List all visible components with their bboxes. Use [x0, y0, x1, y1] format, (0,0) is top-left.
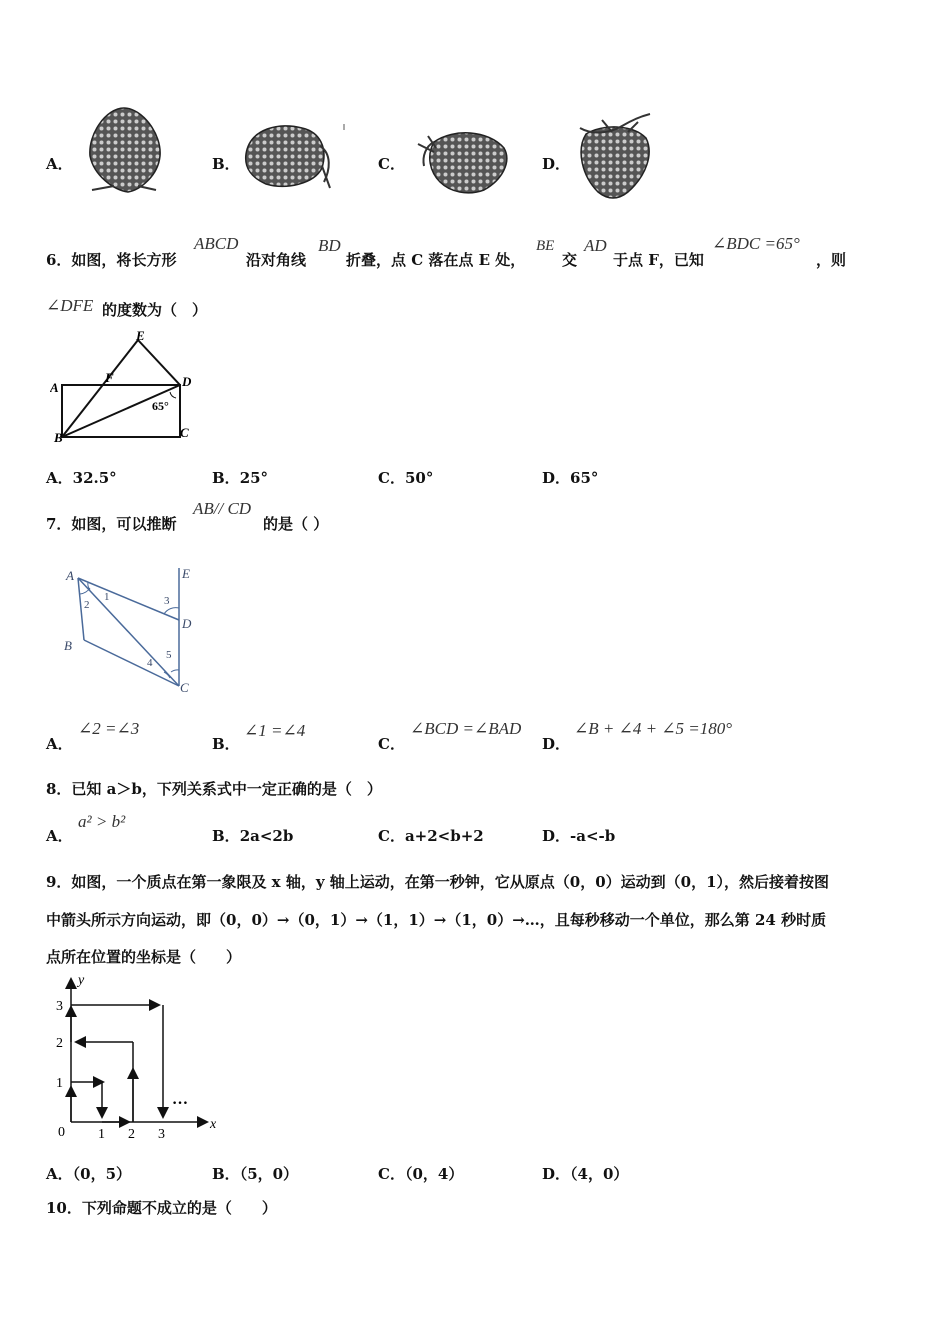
q6-text-5: ，则	[816, 251, 847, 269]
q7-fig-a: A	[66, 568, 74, 583]
q7-fig-b: B	[64, 638, 72, 653]
q7-fig-1: 1	[104, 591, 110, 603]
q8-option-d: D．-a<-b	[542, 827, 616, 845]
q7-option-d-letter: D．	[542, 735, 571, 753]
q9-fig-origin: 0	[58, 1125, 65, 1140]
q7-option-a-letter: A．	[46, 735, 73, 753]
q9-option-c: C．（0，4）	[378, 1165, 464, 1183]
q6-math-abcd: ABCD	[194, 234, 239, 253]
q7-math: AB// CD	[193, 499, 252, 518]
q6-fig-c: C	[180, 425, 189, 440]
q7-fig-3: 3	[164, 595, 170, 607]
q6-math-bd: BD	[318, 236, 341, 255]
q5-option-d-letter: D．	[542, 155, 571, 173]
q7-option-a-math: ∠2 =∠3	[78, 719, 140, 738]
q6-fig-e: E	[136, 330, 145, 343]
q7-text-1: 的是（ ）	[263, 515, 329, 533]
q9-option-b: B．（5，0）	[212, 1165, 299, 1183]
strawberry-image-b	[240, 118, 350, 194]
q9-option-d: D．（4，0）	[542, 1165, 629, 1183]
q9-fig-y1: 1	[56, 1076, 63, 1091]
q9-line-3: 点所在位置的坐标是（ ）	[46, 948, 242, 966]
q8-option-a-math: a² > b²	[78, 812, 126, 831]
q9-fig-x2: 2	[128, 1127, 135, 1142]
q9-line-2: 中箭头所示方向运动，即（0，0）→（0，1）→（1，1）→（1，0）→…，且每秒移动一个单位，那么第 24 秒时质	[46, 911, 827, 929]
q7-number: 7．如图，可以推断	[46, 515, 177, 533]
q6-math-ad: AD	[584, 236, 607, 255]
q6-text-1: 沿对角线	[246, 251, 307, 269]
q5-option-a-letter: A．	[46, 155, 73, 173]
strawberry-image-a	[84, 104, 166, 196]
q7-figure	[58, 560, 208, 700]
q10-stem: 10．下列命题不成立的是（ ）	[46, 1199, 277, 1217]
q8-option-c: C．a+2<b+2	[378, 827, 484, 845]
q5-option-b-letter: B．	[212, 155, 240, 173]
q6-fig-f: F	[105, 370, 114, 385]
q6-fig-a: A	[50, 380, 59, 395]
q7-fig-5: 5	[166, 649, 172, 661]
strawberry-image-c	[414, 122, 514, 198]
q7-option-c-letter: C．	[378, 735, 405, 753]
strawberry-image-d	[572, 110, 656, 204]
q7-fig-4: 4	[147, 657, 153, 669]
q6-option-c: C．50°	[378, 469, 434, 487]
q7-option-b-letter: B．	[212, 735, 240, 753]
q6-math-angle: ∠BDC =65°	[712, 234, 800, 253]
q9-option-a: A．（0，5）	[46, 1165, 132, 1183]
q6-option-a: A．32.5°	[46, 469, 117, 487]
q9-fig-y2: 2	[56, 1036, 63, 1051]
q6-figure	[50, 330, 200, 445]
q6-text-6: 的度数为（ ）	[102, 301, 208, 319]
q9-line-1: 9．如图，一个质点在第一象限及 x 轴，y 轴上运动，在第一秒钟，它从原点（0，0）运动到（0，1），然后接着按图	[46, 873, 830, 891]
q9-fig-ellipsis: …	[172, 1091, 188, 1108]
q6-fig-b: B	[54, 430, 63, 445]
q5-option-c-letter: C．	[378, 155, 405, 173]
q9-fig-y3: 3	[56, 999, 63, 1014]
q6-option-d: D．65°	[542, 469, 599, 487]
q9-figure	[46, 970, 226, 1150]
q6-option-b: B．25°	[212, 469, 269, 487]
q9-fig-x3: 3	[158, 1127, 165, 1142]
q6-text-4: 于点 F，已知	[613, 251, 704, 269]
q9-fig-y: y	[78, 973, 85, 988]
q6-number: 6．如图，将长方形	[46, 251, 177, 269]
q6-math-be: BE	[536, 238, 555, 254]
q7-fig-c: C	[180, 680, 189, 695]
q7-fig-e: E	[182, 566, 190, 581]
q7-option-b-math: ∠1 =∠4	[244, 721, 306, 740]
q7-option-c-math: ∠BCD =∠BAD	[410, 719, 522, 738]
q6-fig-d: D	[182, 374, 192, 389]
q7-option-d-math: ∠B + ∠4 + ∠5 =180°	[574, 719, 733, 738]
q8-stem: 8．已知 a＞b，下列关系式中一定正确的是（ ）	[46, 780, 382, 798]
q9-fig-x: x	[210, 1117, 217, 1132]
q7-fig-2: 2	[84, 599, 90, 611]
q8-option-b: B．2a<2b	[212, 827, 294, 845]
q6-text-3: 交	[562, 251, 578, 269]
q7-fig-d: D	[182, 616, 192, 631]
q9-fig-x1: 1	[98, 1127, 105, 1142]
q6-fig-angle: 65°	[152, 399, 169, 413]
q6-text-2: 折叠，点 C 落在点 E 处，	[346, 251, 526, 269]
q8-option-a-letter: A．	[46, 827, 73, 845]
q6-math-dfe: ∠DFE	[46, 296, 94, 315]
